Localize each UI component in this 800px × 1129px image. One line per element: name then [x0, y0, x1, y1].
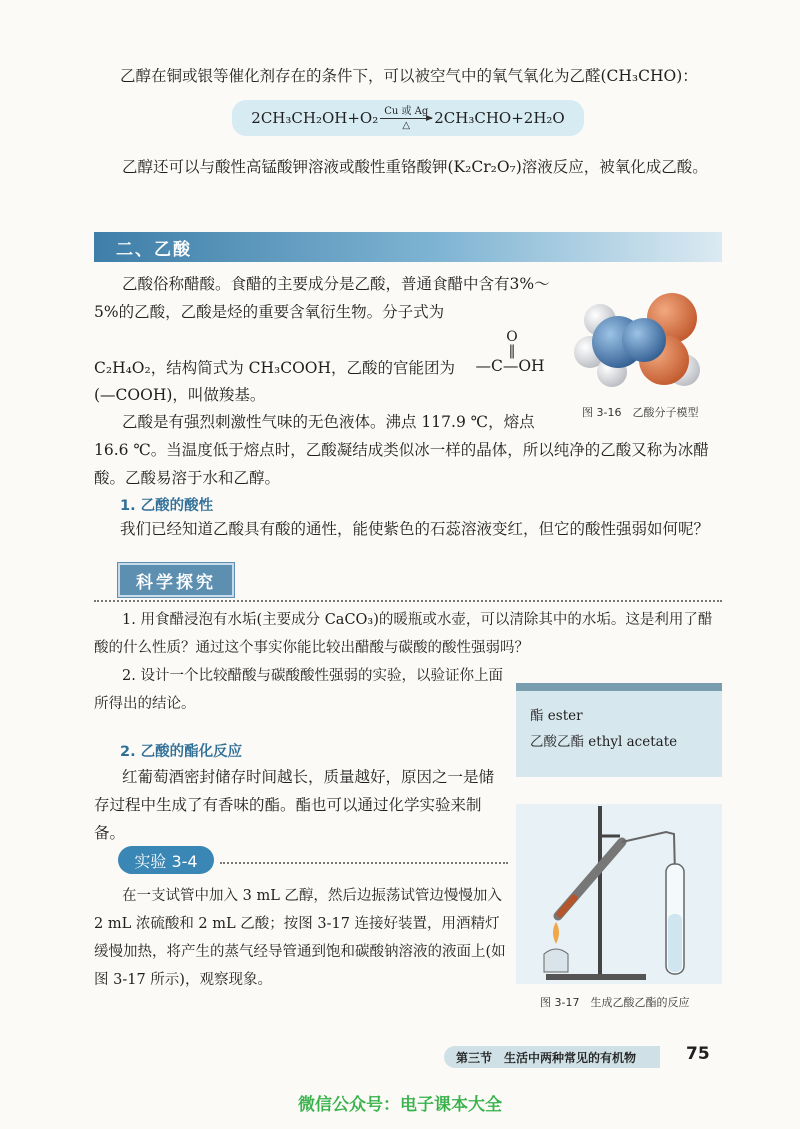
subheading-esterification: 2. 乙酸的酯化反应 [120, 744, 243, 760]
stand-base [546, 974, 646, 980]
equation-right: 2CH₃CHO+2H₂O [434, 109, 565, 127]
vocab-term-ester: 酯 ester [530, 708, 583, 724]
inquiry-question-2: 2. 设计一个比较醋酸与碳酸酸性强弱的实验，以验证你上面所得出的结论。 [94, 668, 503, 712]
inquiry-question-1: 1. 用食醋浸泡有水垢(主要成分 CaCO₃)的暖瓶或水壶，可以清除其中的水垢。这是利用了醋酸的什么性质？通过这个事实你能比较出醋酸与碳酸的酸性强弱吗？ [94, 612, 713, 656]
paragraph-wine: 红葡萄酒密封储存时间越长，质量越好，原因之一是储存过程中生成了有香味的酯。酯也可以通过化学实验来制备。 [94, 768, 495, 842]
carbonyl-oxygen: O [506, 329, 518, 345]
paragraph-properties-b: 16.6 ℃。当温度低于熔点时，乙酸凝结成类似冰一样的晶体，所以纯净的乙酸又称为冰醋酸。乙酸易溶于水和乙醇。 [94, 441, 709, 487]
paragraph-carboxyl: (—COOH)，叫做羧基。 [94, 386, 266, 404]
science-inquiry-badge: 科学探究 [118, 563, 234, 597]
page-number: 75 [686, 1044, 710, 1064]
double-bond: ‖ [508, 343, 516, 359]
experiment-procedure: 在一支试管中加入 3 mL 乙醇，然后边振荡试管边慢慢加入 2 mL 浓硫酸和 2 mL 乙酸；按图 3-17 连接好装置，用酒精灯缓慢加热，将产生的蒸气经导管通到饱和碳酸钠溶液的液面上(如图 3-17 所示)，观察现象。 [94, 888, 506, 988]
subheading-acidity: 1. 乙酸的酸性 [120, 498, 214, 514]
formula-text: C₂H₄O₂，结构简式为 CH₃COOH，乙酸的官能团为 [94, 359, 456, 377]
equation-left: 2CH₃CH₂OH+O₂ [251, 109, 379, 127]
experiment-badge: 实验 3-4 [118, 846, 214, 874]
section-title: 二、乙酸 [116, 240, 192, 260]
paragraph-acetic-acid-intro: 乙酸俗称醋酸。食醋的主要成分是乙酸，普通食醋中含有3%～5%的乙酸，乙酸是烃的重要含氧衍生物。分子式为 [94, 275, 550, 321]
figure-3-16-caption: 图 3-16 乙酸分子模型 [582, 406, 699, 419]
esterification-apparatus [516, 804, 722, 984]
watermark-text: 微信公众号：电子课本大全 [298, 1095, 502, 1115]
stand-rod [598, 806, 602, 976]
dotted-divider [94, 600, 722, 602]
paragraph-formula [94, 354, 455, 382]
footer-section-title: 第三节 生活中两种常见的有机物 [456, 1051, 637, 1065]
vocabulary-box [516, 683, 722, 777]
vocab-term-ethyl-acetate: 乙酸乙酯 ethyl acetate [530, 734, 678, 750]
alcohol-lamp [544, 949, 568, 972]
figure-3-17-caption: 图 3-17 生成乙酸乙酯的反应 [540, 996, 690, 1009]
condition-label: △ [402, 119, 411, 131]
equation-box [232, 100, 584, 136]
experiment-dotted-divider [220, 862, 508, 864]
carboxyl-structure [470, 330, 550, 373]
paragraph-ethanol-acid: 乙醇还可以与酸性高锰酸钾溶液或酸性重铬酸钾(K₂Cr₂O₇)溶液反应，被氧化成乙酸。 [122, 158, 708, 176]
reaction-arrow [380, 106, 432, 131]
paragraph-properties-a: 乙酸是有强烈刺激性气味的无色液体。沸点 117.9 ℃，熔点 [122, 413, 535, 431]
paragraph-ethanol-oxidation: 乙醇在铜或银等催化剂存在的条件下，可以被空气中的氧气氧化为乙醛(CH₃CHO)： [120, 67, 698, 85]
carboxyl-group: —C—OH [475, 357, 545, 375]
acetic-acid-molecule-model [560, 278, 710, 398]
paragraph-acidity: 我们已经知道乙酸具有酸的通性，能使紫色的石蕊溶液变红，但它的酸性强弱如何呢？ [120, 520, 710, 538]
catalyst-label: Cu 或 Ag [384, 105, 429, 117]
carbon-atom [622, 318, 666, 362]
sodium-carbonate-solution [668, 914, 682, 972]
